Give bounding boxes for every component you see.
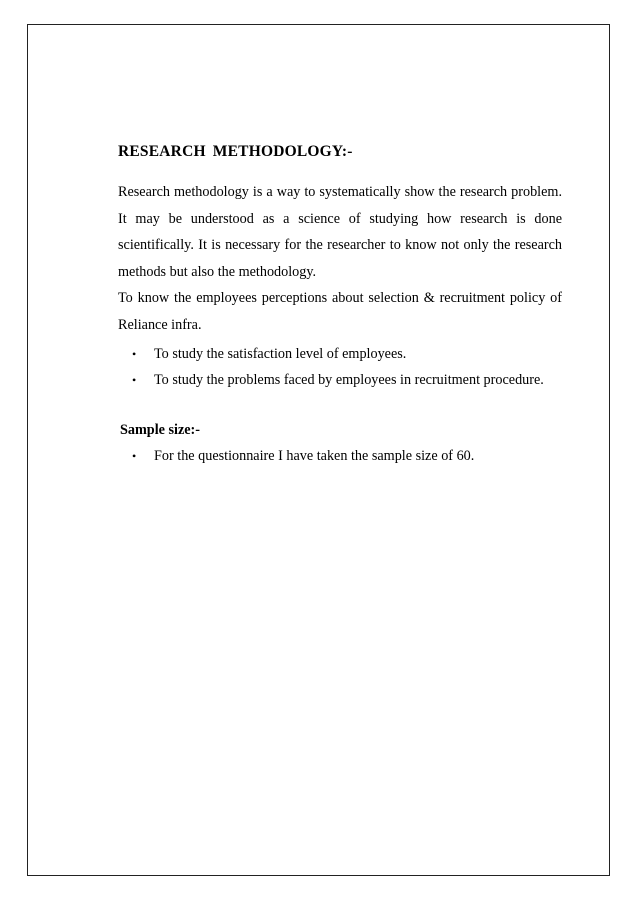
sample-size-heading: Sample size:- bbox=[120, 421, 200, 438]
objective-paragraph: To know the employees perceptions about selection & recruitment policy of Reliance infra. bbox=[118, 290, 562, 333]
list-item bbox=[118, 341, 562, 368]
bullet-icon: • bbox=[132, 373, 137, 388]
list-item bbox=[118, 443, 562, 470]
list-item-text: For the questionnaire I have taken the sample size of 60. bbox=[154, 447, 475, 464]
list-item-text: To study the satisfaction level of employees. bbox=[154, 345, 407, 362]
bullet-icon: • bbox=[132, 448, 137, 463]
bullet-icon: • bbox=[132, 346, 137, 361]
document-body bbox=[118, 142, 562, 469]
list-item bbox=[118, 367, 562, 394]
sample-size-list bbox=[118, 443, 562, 470]
list-item-text: To study the problems faced by employees in recruitment procedure. bbox=[154, 372, 544, 389]
section-heading: RESEARCH METHODOLOGY:- bbox=[118, 143, 353, 160]
objectives-list bbox=[118, 341, 562, 394]
methodology-paragraph: Research methodology is a way to systematically show the research problem. It may be understood as a science of studying how research is done scientifically. It is necessary for the researcher to know not only the research methods but also the methodology. bbox=[118, 184, 562, 280]
